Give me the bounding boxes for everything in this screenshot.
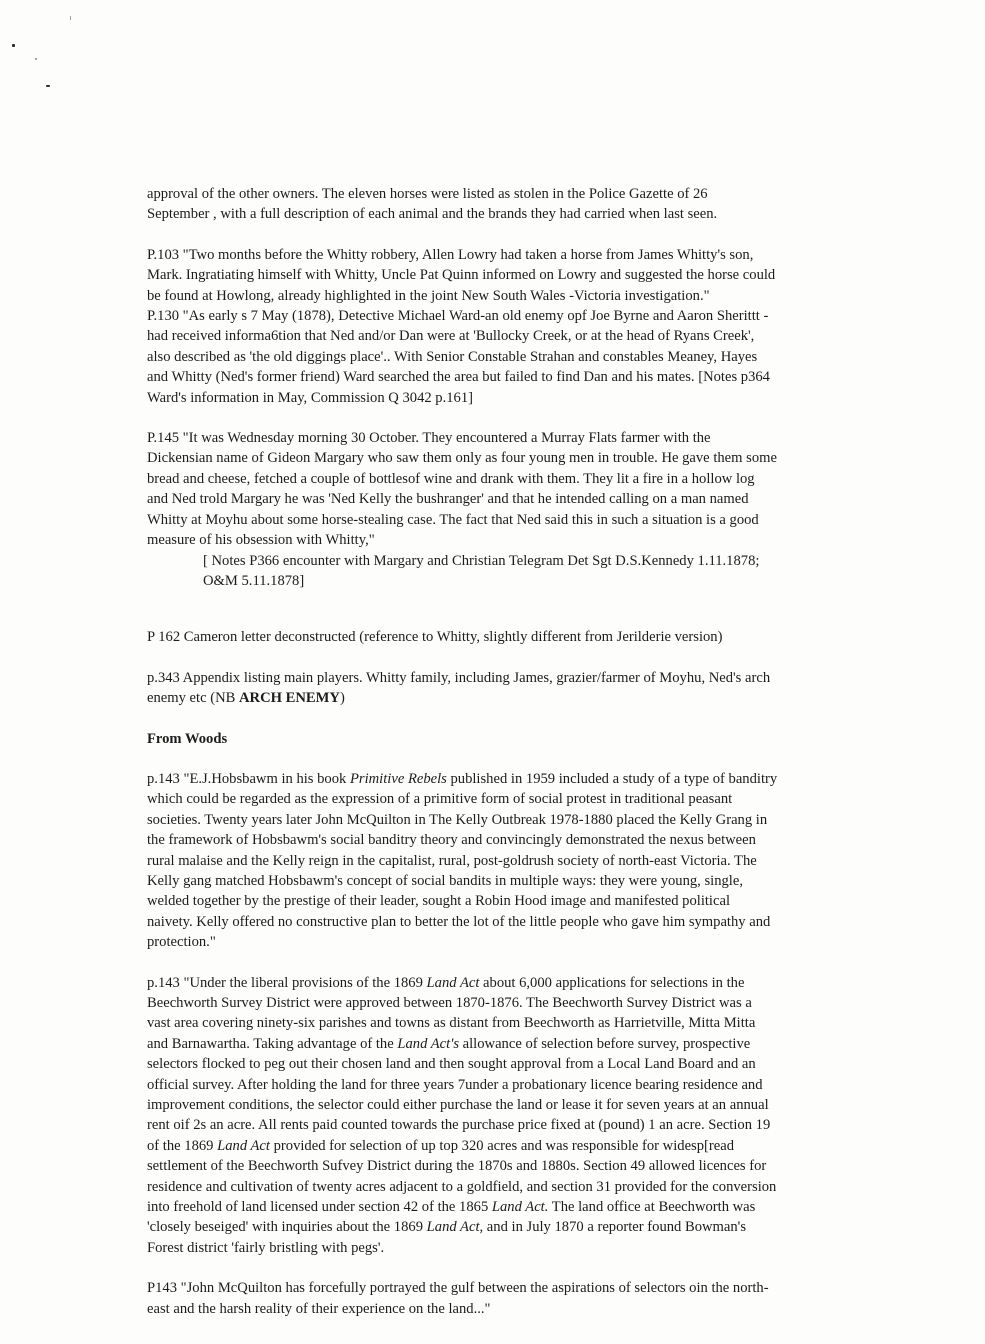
paragraph-hobsbawm-b: published in 1959 included a study of a type of banditry which could be regarded as the expression of a primitive form of social protest in traditional peasant societies. Twenty years later John McQuilton in The Kelly Outbreak 1978-1880 placed the Kelly Grang in the framework of Hobsbawm's social banditry theory and convincingly demonstrated the nexus between rural malaise and the Kelly reign in the capitalist, rural, post-goldrush society of north-east Victoria. The Kelly gang matched Hobsbawm's concept of social bandits in multiple ways: they were young, single, welded together by the prestige of their leader, sought a Robin Hood image and manifested political naivety. Kelly offered no constructive plan to better the lot of the little people who gave him sympathy and protection." bbox=[147, 770, 778, 951]
scan-speck bbox=[12, 44, 15, 47]
document-body bbox=[147, 184, 862, 1319]
land-act-italic: Land Act bbox=[217, 1137, 270, 1154]
paragraph-p130: P.130 "As early s 7 May (1878), Detective Michael Ward-an old enemy opf Joe Byrne and Aaron Sherittt - had received informa6tion that Ned and/or Dan were at 'Bullocky Creek, or at the head of Ryans Creek', also described as 'the old diggings place'.. With Senior Constable Strahan and constables Meaney, Hayes and Whitty (Ned's former friend) Ward searched the area but failed to find Dan and his mates. [Notes p364 Ward's information in May, Commission Q 3042 p.161] bbox=[147, 308, 770, 406]
paragraph-p343 bbox=[147, 668, 862, 709]
land-act-italic: Land Act bbox=[426, 974, 480, 991]
scan-speck bbox=[70, 16, 71, 20]
paragraph-p145-note: [ Notes P366 encounter with Margary and Christian Telegram Det Sgt D.S.Kennedy 1.11.1878; O&M 5.11.1878] bbox=[203, 552, 760, 589]
paragraph-p162: P 162 Cameron letter deconstructed (reference to Whitty, slightly different from Jerilderie version) bbox=[147, 629, 723, 646]
land-acts-italic: Land Act's bbox=[397, 1035, 459, 1052]
scan-speck bbox=[35, 58, 37, 60]
paragraph-p343-text: p.343 Appendix listing main players. Whitty family, including James, grazier/farmer of Moyhu, Ned's arch enemy etc (NB bbox=[147, 669, 771, 707]
land-act-italic: Land Act, bbox=[426, 1219, 484, 1236]
paragraph-land-act-e: The land office at Beechworth was 'closely beseiged' with inquiries about the 1869 bbox=[147, 1199, 756, 1236]
arch-enemy-emphasis: ARCH ENEMY bbox=[239, 690, 340, 707]
paragraph-mcquilton: P143 "John McQuilton has forcefully portrayed the gulf between the aspirations of selectors oin the north- east and the harsh reality of their experience on the land..." bbox=[147, 1280, 769, 1317]
book-title-primitive-rebels: Primitive Rebels bbox=[349, 770, 447, 787]
paragraph-horses: approval of the other owners. The eleven horses were listed as stolen in the Police Gazette of 26 September , with a full description of each animal and the brands they had carried when last seen. bbox=[147, 186, 718, 223]
paragraph-land-act-c: allowance of selection before survey, prospective selectors flocked to peg out their chosen land and then sought approval from a Local Land Board and an official survey. After holding the land for three years 7under a probationary licence bearing residence and improvement conditions, the selector could either purchase the land or lease it for seven years at an annual rent oif 2s an acre. All rents paid counted towards the purchase price fixed at (pound) 1 an acre. Section 19 of the 1869 bbox=[147, 1035, 771, 1154]
paragraph-p145: P.145 "It was Wednesday morning 30 October. They encountered a Murray Flats farmer with the Dickensian name of Gideon Margary who saw them only as four young men in trouble. He gave them some bread and cheese, fetched a couple of bottlesof wine and drank with them. They lit a fire in a hollow log and Ned trold Margary he was 'Ned Kelly the bushranger' and that he intended calling on a man named Whitty at Moyhu about some horse-stealing case. The fact that Ned said this in such a situation is a good measure of his obsession with Whitty," bbox=[147, 430, 777, 549]
paragraph-land-act-d: provided for selection of up top 320 acres and was responsible for widesp[read settlement of the Beechworth Sufvey District during the 1870s and 1880s. Section 49 allowed licences for residence and cultivation of twenty acres adjacent to a goldfield, and section 31 provided for the conversion into freehold of land licensed under section 42 of the 1865 bbox=[147, 1137, 777, 1216]
paragraph-hobsbawm bbox=[147, 769, 862, 953]
section-heading-from-woods: From Woods bbox=[147, 730, 228, 747]
paragraph-land-act bbox=[147, 973, 862, 1259]
paragraph-land-act-f: and in July 1870 a reporter found Bowman's Forest district 'fairly bristling with pegs'. bbox=[147, 1219, 746, 1256]
paragraph-land-act-b: about 6,000 applications for selections in the Beechworth Survey District were approved between 1870-1876. The Beechworth Survey District was a vast area covering ninety-six parishes and towns as distant from Beechworth as Harrietville, Mitta Mitta and Barnawartha. Taking advantage of the bbox=[147, 974, 756, 1052]
paragraph-land-act-a: p.143 "Under the liberal provisions of the 1869 bbox=[147, 974, 427, 991]
paragraph-p103: P.103 "Two months before the Whitty robbery, Allen Lowry had taken a horse from James Whitty's son, Mark. Ingratiating himself with Whitty, Uncle Pat Quinn informed on Lowry and suggested the horse could be found at Howlong, already highlighted in the joint New South Wales -Victoria investigation." bbox=[147, 246, 776, 304]
land-act-italic: Land Act. bbox=[491, 1199, 549, 1216]
paragraph-p343-end: ) bbox=[339, 690, 345, 707]
scan-speck bbox=[46, 85, 50, 87]
paragraph-hobsbawm-a: p.143 "E.J.Hobsbawm in his book bbox=[147, 770, 350, 787]
